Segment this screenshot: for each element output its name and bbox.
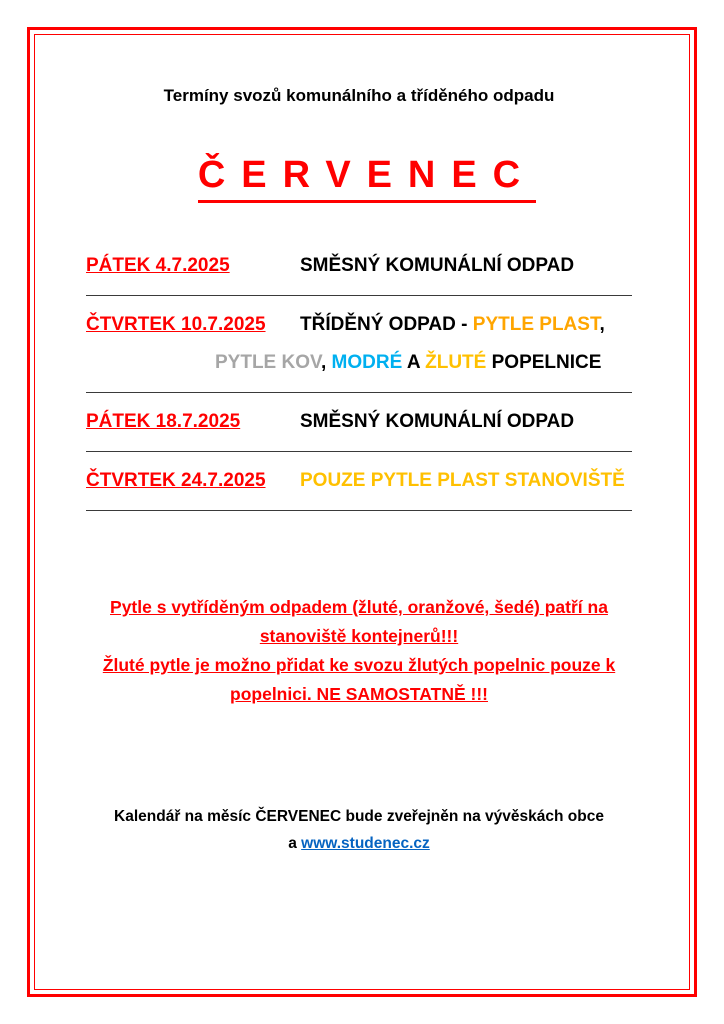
schedule-row-4 <box>86 470 632 492</box>
date-label: PÁTEK 4.7.2025 <box>86 255 230 276</box>
desc-text: , <box>320 352 332 373</box>
desc-text: TŘÍDĚNÝ ODPAD - <box>300 314 473 335</box>
schedule <box>86 255 632 511</box>
footer-line-1: Kalendář na měsíc ČERVENEC bude zveřejněn na vývěskách obce <box>114 807 604 825</box>
row-separator <box>86 392 632 393</box>
schedule-row-2 <box>86 314 632 336</box>
row-separator <box>86 295 632 296</box>
waste-type-label: SMĚSNÝ KOMUNÁLNÍ ODPAD <box>300 411 575 432</box>
poster-title: Termíny svozů komunálního a tříděného odpadu <box>163 86 555 105</box>
warning-line-1: Pytle s vytříděným odpadem (žluté, oranžové, šedé) patří na stanoviště kontejnerů!!! <box>110 597 608 646</box>
warning-line-2: Žluté pytle je možno přidat ke svozu žlutých popelnic pouze k popelnici. NE SAMOSTATNĚ !!! <box>102 654 616 704</box>
date-label: PÁTEK 18.7.2025 <box>86 411 241 432</box>
pytle-kov-label: PYTLE KOV <box>215 352 321 373</box>
warning-block <box>86 593 632 709</box>
desc-text: A <box>402 352 426 373</box>
row-separator <box>86 510 632 511</box>
schedule-row-2-continued <box>215 352 632 374</box>
studenec-link[interactable]: www.studenec.cz <box>301 834 430 852</box>
date-label: ČTVRTEK 24.7.2025 <box>86 470 266 491</box>
row-separator <box>86 451 632 452</box>
month-heading <box>86 154 632 203</box>
desc-text: , <box>599 314 605 335</box>
modre-label: MODRÉ <box>331 352 403 373</box>
footer-line-2 <box>86 830 632 857</box>
date-label: ČTVRTEK 10.7.2025 <box>86 314 266 335</box>
waste-type-label <box>300 314 605 336</box>
waste-type-label: SMĚSNÝ KOMUNÁLNÍ ODPAD <box>300 255 575 276</box>
schedule-row-3 <box>86 411 632 433</box>
desc-text: POPELNICE <box>486 352 602 373</box>
footer-link-prefix: a <box>288 834 302 852</box>
waste-type-label: POUZE PYTLE PLAST STANOVIŠTĚ <box>300 470 625 491</box>
zlute-label: ŽLUTÉ <box>425 352 487 373</box>
month-heading-text: ČERVENEC <box>198 154 536 203</box>
footer-note <box>86 803 632 857</box>
pytle-plast-label: PYTLE PLAST <box>472 314 600 335</box>
schedule-row-1 <box>86 255 632 277</box>
